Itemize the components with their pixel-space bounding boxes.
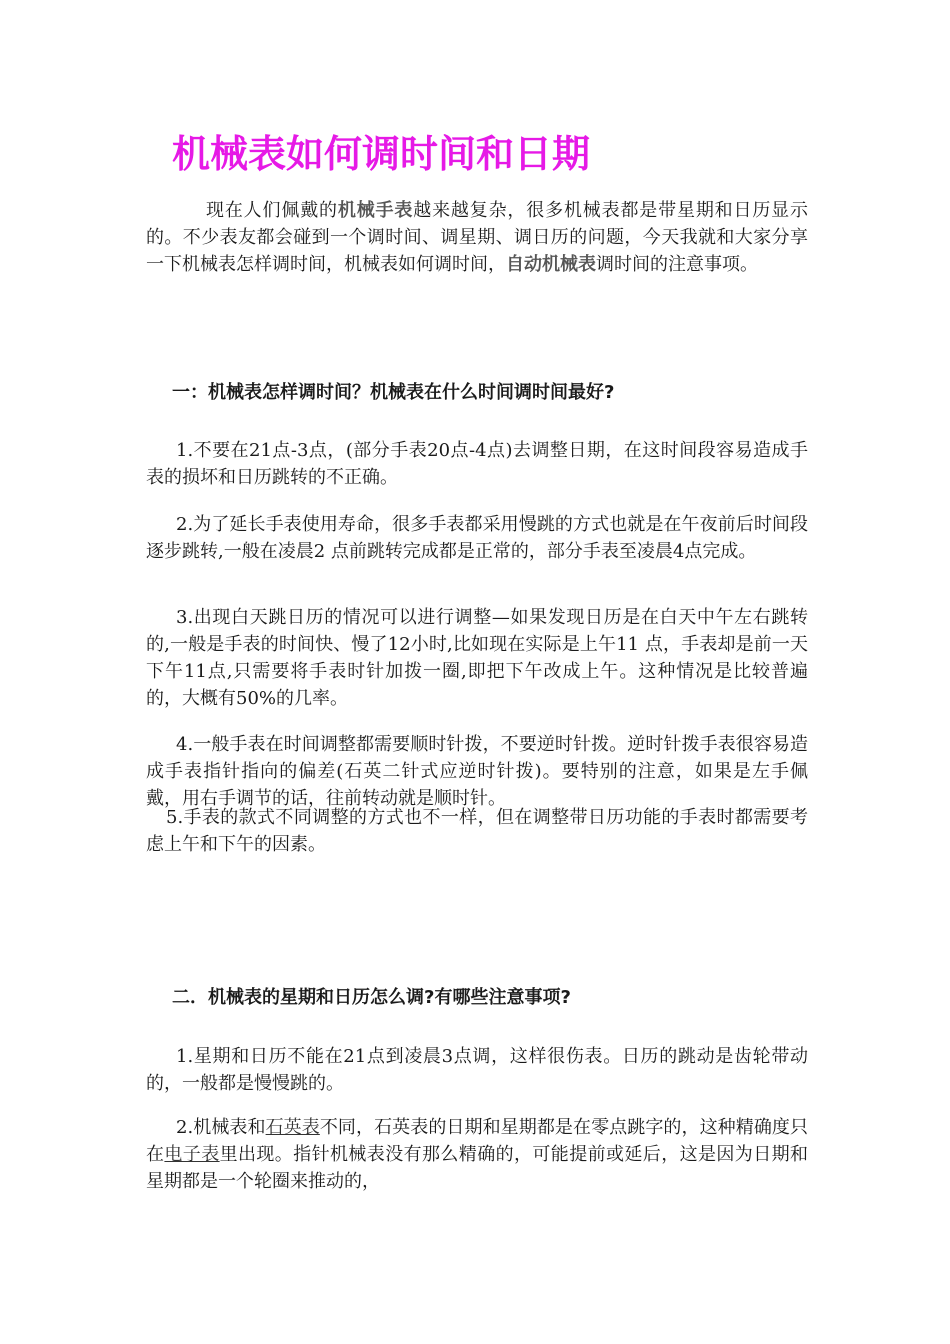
section1-item-4: 4.一般手表在时间调整都需要顺时针拨，不要逆时针拨。逆时针拨手表很容易造成手表指针指向的偏差(石英二针式应逆时针拨)。要特别的注意，如果是左手佩戴，用右手调节的话，往前转动就是顺时针。 xyxy=(146,734,808,809)
keyword-mechanical-watch: 机械手表 xyxy=(337,200,414,221)
section1-item-3: 3.出现白天跳日历的情况可以进行调整—如果发现日历是在白天中午左右跳转的,一般是手表的时间快、慢了12小时,比如现在实际是上午11 点，手表却是前一天下午11点,只需要将手表时针加拨一圈,即把下午改成上午。这种情况是比较普遍的，大概有50%的几率。 xyxy=(146,607,808,709)
section1-item-1: 1.不要在21点-3点，(部分手表20点-4点)去调整日期，在这时间段容易造成手表的损坏和日历跳转的不正确。 xyxy=(146,440,808,488)
intro-text-after: 调时间的注意事项。 xyxy=(596,254,758,275)
section2-item-2-part1: 2.机械表和 xyxy=(176,1117,266,1138)
section2-item-2-part2: 不同，石英表的日期和星期都是在零点跳字的，这种精确度只在 xyxy=(146,1117,808,1165)
intro-text-middle: 越来越复杂，很多机械表都是带星期和日历显示的。不少表友都会碰到一个调时间、调星期、调日历的问题，今天我就和大家分享一下机械表怎样调时间，机械表如何调时间， xyxy=(146,200,809,275)
link-electronic-watch[interactable]: 电子表 xyxy=(164,1144,220,1165)
section1-item-2: 2.为了延长手表使用寿命，很多手表都采用慢跳的方式也就是在午夜前后时间段逐步跳转,一般在凌晨2 点前跳转完成都是正常的，部分手表至凌晨4点完成。 xyxy=(146,514,808,562)
intro-paragraph xyxy=(146,197,808,278)
page-title: 机械表如何调时间和日期 xyxy=(172,132,591,176)
section1-item-5: 5.手表的款式不同调整的方式也不一样，但在调整带日历功能的手表时都需要考虑上午和下午的因素。 xyxy=(146,807,808,855)
intro-text-before: 现在人们佩戴的 xyxy=(206,200,338,221)
section2-item-2-part3: 里出现。指针机械表没有那么精确的，可能提前或延后，这是因为日期和星期都是一个轮圈来推动的， xyxy=(146,1144,809,1192)
section2-item-2 xyxy=(146,1114,808,1195)
keyword-automatic-watch: 自动机械表 xyxy=(506,254,596,275)
section2-heading: 二．机械表的星期和日历怎么调?有哪些注意事项? xyxy=(172,987,571,1008)
link-quartz-watch[interactable]: 石英表 xyxy=(265,1117,320,1138)
section2-item-1: 1.星期和日历不能在21点到凌晨3点调，这样很伤表。日历的跳动是齿轮带动的，一般都是慢慢跳的。 xyxy=(146,1046,808,1094)
section1-heading: 一：机械表怎样调时间？机械表在什么时间调时间最好? xyxy=(172,382,615,403)
